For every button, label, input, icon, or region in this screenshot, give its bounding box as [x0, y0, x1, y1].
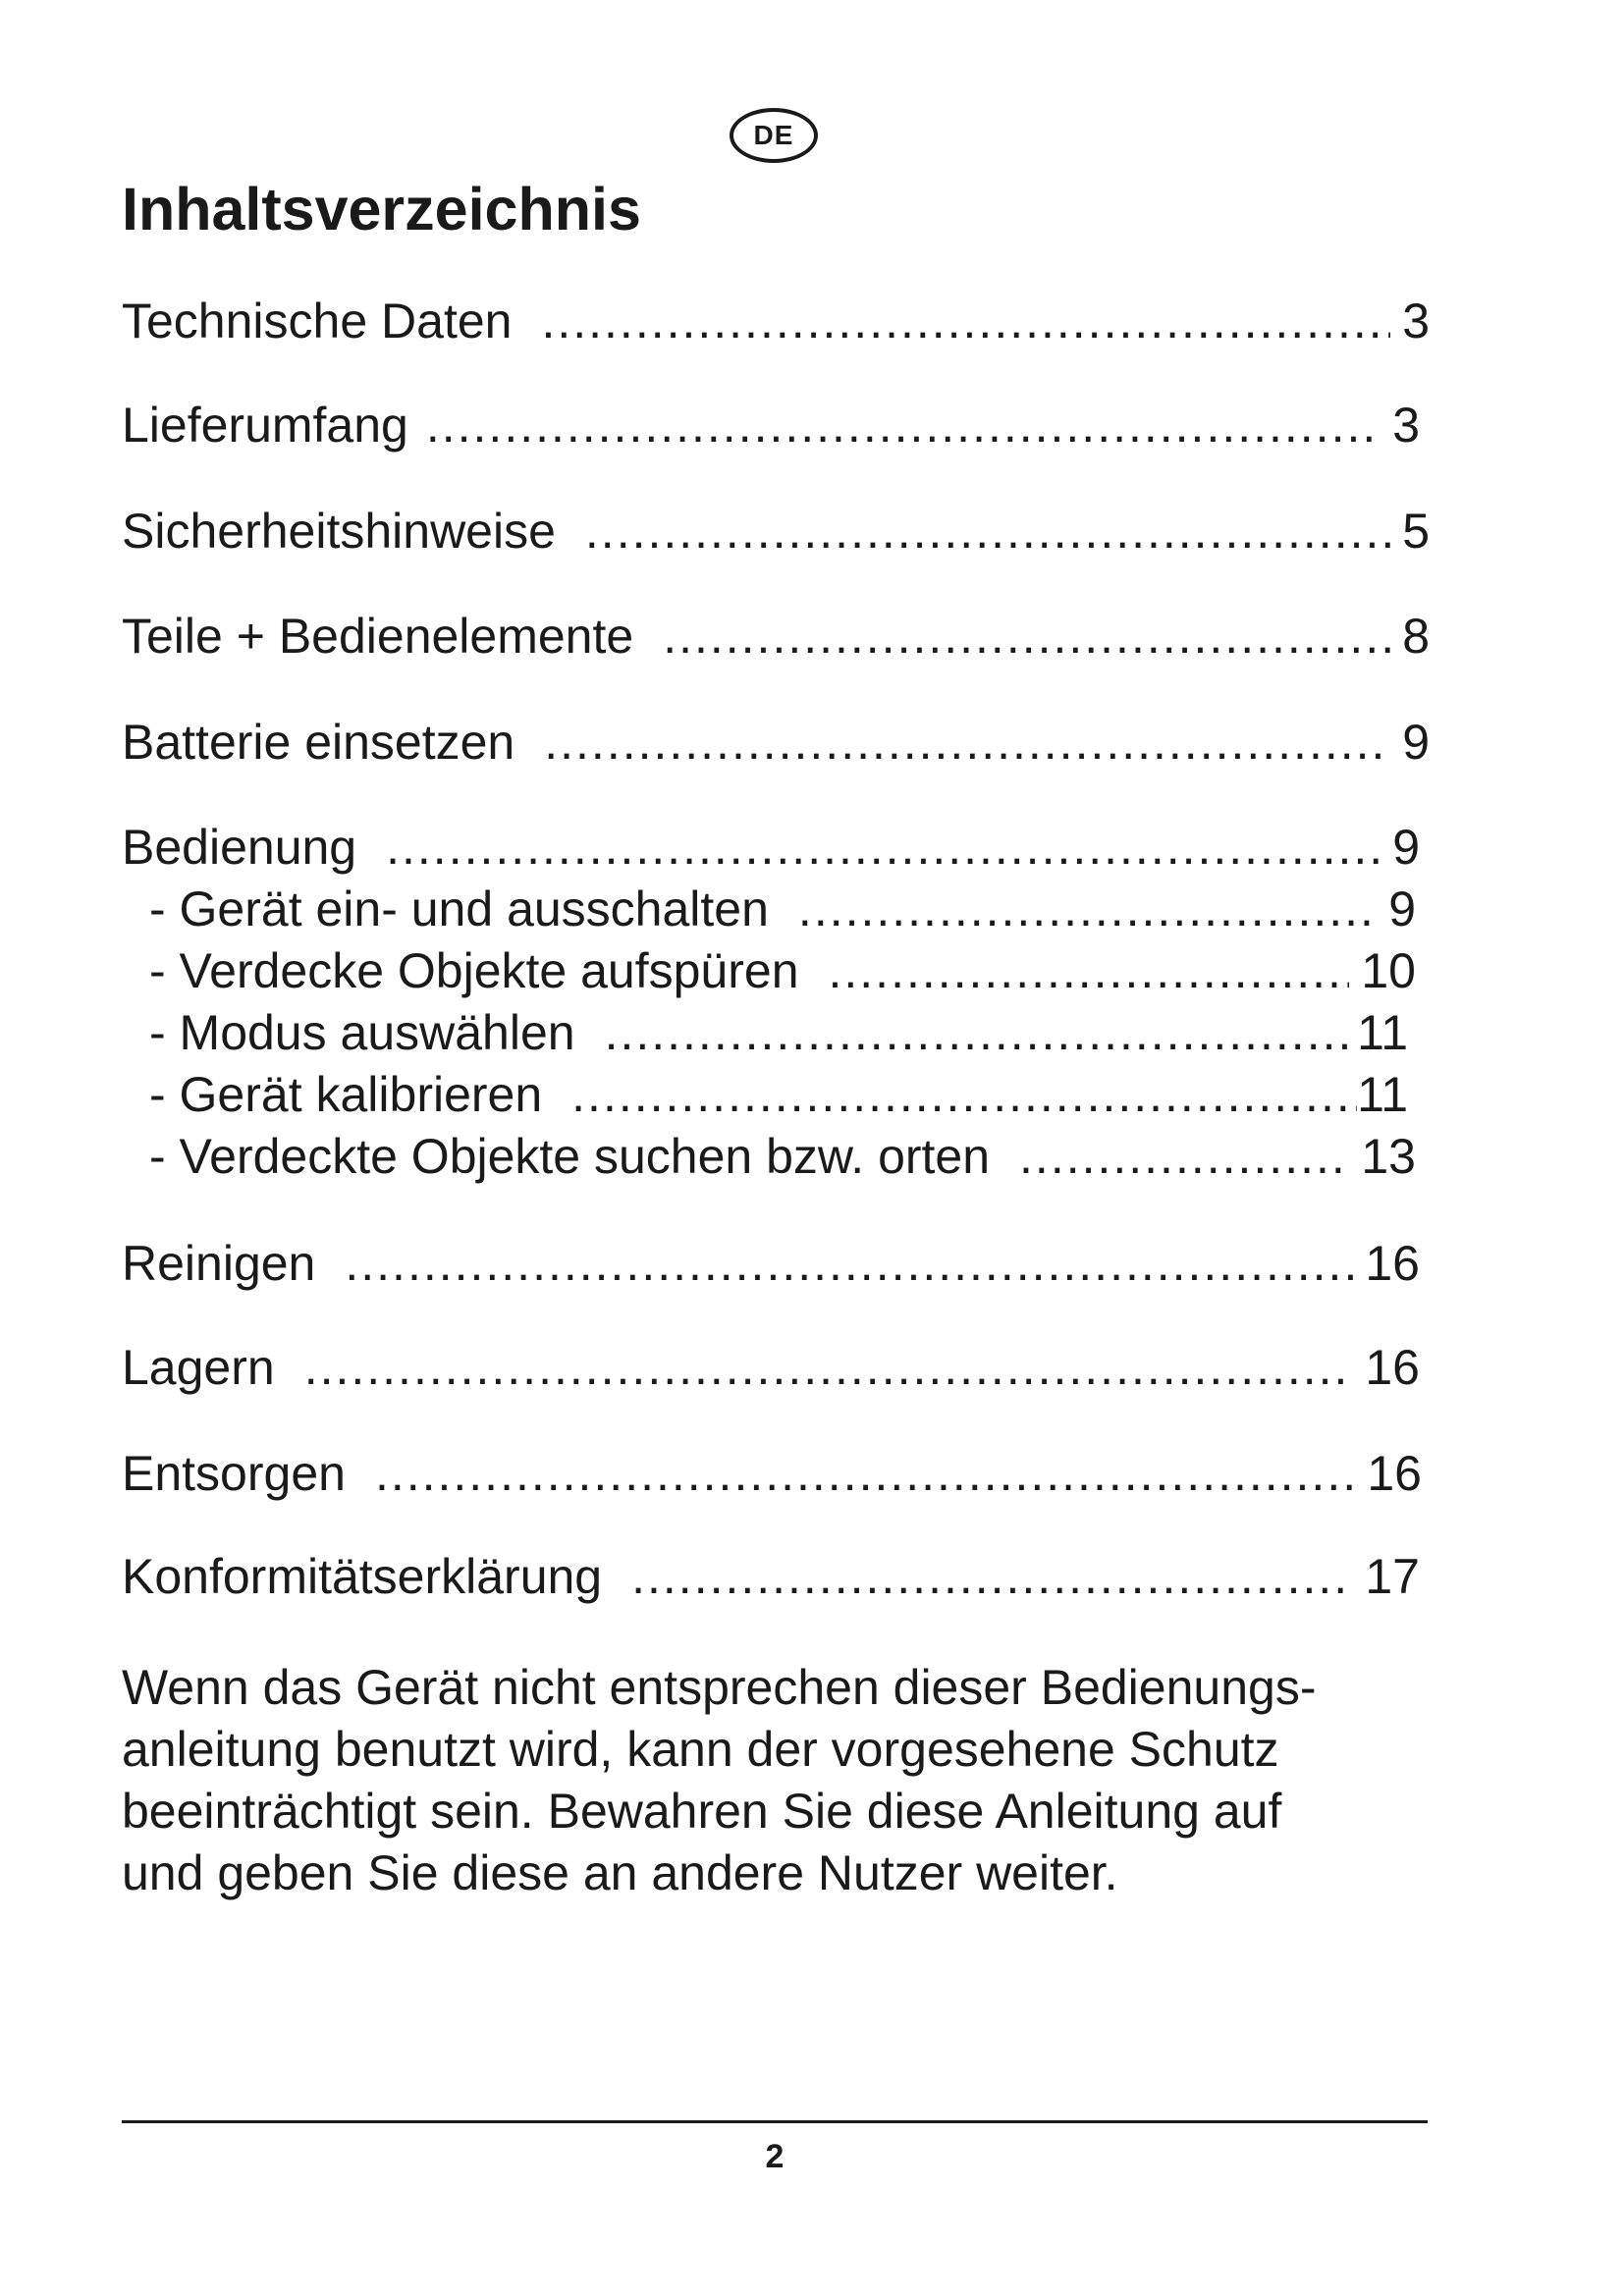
- toc-leader-dots: [375, 1443, 1355, 1504]
- usage-note: [122, 1657, 1398, 1904]
- toc-entry-label: Sicherheitshinweise: [122, 504, 556, 559]
- toc-entry-label: Batterie einsetzen: [122, 715, 515, 770]
- toc-entry-page: 17: [1365, 1549, 1420, 1604]
- toc-entry[interactable]: [122, 606, 1430, 667]
- toc-leader-dots: [1019, 1126, 1349, 1187]
- usage-note-line: Wenn das Gerät nicht entsprechen dieser Bedienungs-: [122, 1660, 1317, 1715]
- toc-entry-page: 11: [1357, 1005, 1408, 1060]
- toc-entry-label: Reinigen: [122, 1236, 316, 1291]
- toc-leader-dots: [345, 1233, 1353, 1294]
- toc-entry-page: 3: [1402, 294, 1430, 348]
- toc-leader-dots: [544, 712, 1390, 773]
- toc-subentry[interactable]: [149, 1126, 1416, 1187]
- toc-entry-page: 13: [1361, 1129, 1416, 1184]
- usage-note-line: und geben Sie diese an andere Nutzer weiter.: [122, 1845, 1118, 1900]
- usage-note-line: beeinträchtigt sein. Bewahren Sie diese Anleitung auf: [122, 1784, 1282, 1839]
- toc-entry-page: 10: [1361, 943, 1416, 998]
- page-title: Inhaltsverzeichnis: [122, 176, 641, 242]
- toc-subentry[interactable]: [149, 1064, 1408, 1125]
- toc-entry-label: Konformitätserklärung: [122, 1549, 603, 1604]
- toc-leader-dots: [304, 1337, 1354, 1398]
- toc-entry-label: Lagern: [122, 1340, 275, 1395]
- toc-subentry[interactable]: [149, 879, 1416, 939]
- language-badge-text: DE: [753, 120, 794, 150]
- toc-entry-page: 5: [1402, 504, 1430, 559]
- toc-entry-page: 8: [1402, 609, 1430, 664]
- toc-subentry[interactable]: [149, 940, 1416, 1001]
- footer-divider: [122, 2120, 1428, 2123]
- toc-entry-page: 11: [1357, 1067, 1408, 1122]
- toc-entry-label: Technische Daten: [122, 294, 513, 348]
- toc-leader-dots: [631, 1546, 1353, 1607]
- toc-leader-dots: [663, 606, 1390, 667]
- toc-leader-dots: [798, 879, 1377, 939]
- toc-entry-label: - Gerät kalibrieren: [149, 1067, 543, 1122]
- toc-entry[interactable]: [122, 1443, 1422, 1504]
- toc-entry-label: - Verdeckte Objekte suchen bzw. orten: [149, 1129, 991, 1184]
- page-number: 2: [765, 2138, 785, 2175]
- toc-leader-dots: [386, 817, 1380, 878]
- toc-leader-dots: [571, 1064, 1357, 1125]
- toc-leader-dots: [426, 395, 1380, 455]
- toc-entry-page: 16: [1365, 1236, 1420, 1291]
- toc-entry-label: Teile + Bedienelemente: [122, 609, 634, 664]
- toc-entry-page: 9: [1402, 715, 1430, 770]
- toc-subentry[interactable]: [149, 1002, 1408, 1063]
- toc-entry[interactable]: [122, 1233, 1420, 1294]
- toc-entry[interactable]: [122, 395, 1420, 455]
- toc-entry-label: - Gerät ein- und ausschalten: [149, 881, 769, 936]
- toc-entry-page: 16: [1367, 1446, 1422, 1501]
- toc-entry-label: - Verdecke Objekte aufspüren: [149, 943, 799, 998]
- table-of-contents: [122, 0, 1437, 2296]
- toc-entry[interactable]: [122, 712, 1430, 773]
- toc-leader-dots: [829, 940, 1350, 1001]
- toc-entry[interactable]: [122, 817, 1420, 878]
- toc-entry-label: Lieferumfang: [122, 398, 408, 453]
- toc-entry[interactable]: [122, 501, 1430, 561]
- toc-leader-dots: [585, 501, 1390, 561]
- toc-entry-page: 16: [1365, 1340, 1420, 1395]
- toc-entry[interactable]: [122, 1337, 1420, 1398]
- toc-entry-page: 3: [1392, 398, 1420, 453]
- toc-entry[interactable]: [122, 291, 1430, 351]
- toc-entry-page: 9: [1388, 881, 1416, 936]
- toc-leader-dots: [541, 291, 1390, 351]
- toc-entry[interactable]: [122, 1546, 1420, 1607]
- toc-entry-page: 9: [1392, 820, 1420, 875]
- toc-entry-label: Bedienung: [122, 820, 357, 875]
- toc-entry-label: Entsorgen: [122, 1446, 346, 1501]
- toc-entry-label: - Modus auswählen: [149, 1005, 575, 1060]
- toc-leader-dots: [605, 1002, 1358, 1063]
- usage-note-line: anleitung benutzt wird, kann der vorgesehene Schutz: [122, 1722, 1279, 1777]
